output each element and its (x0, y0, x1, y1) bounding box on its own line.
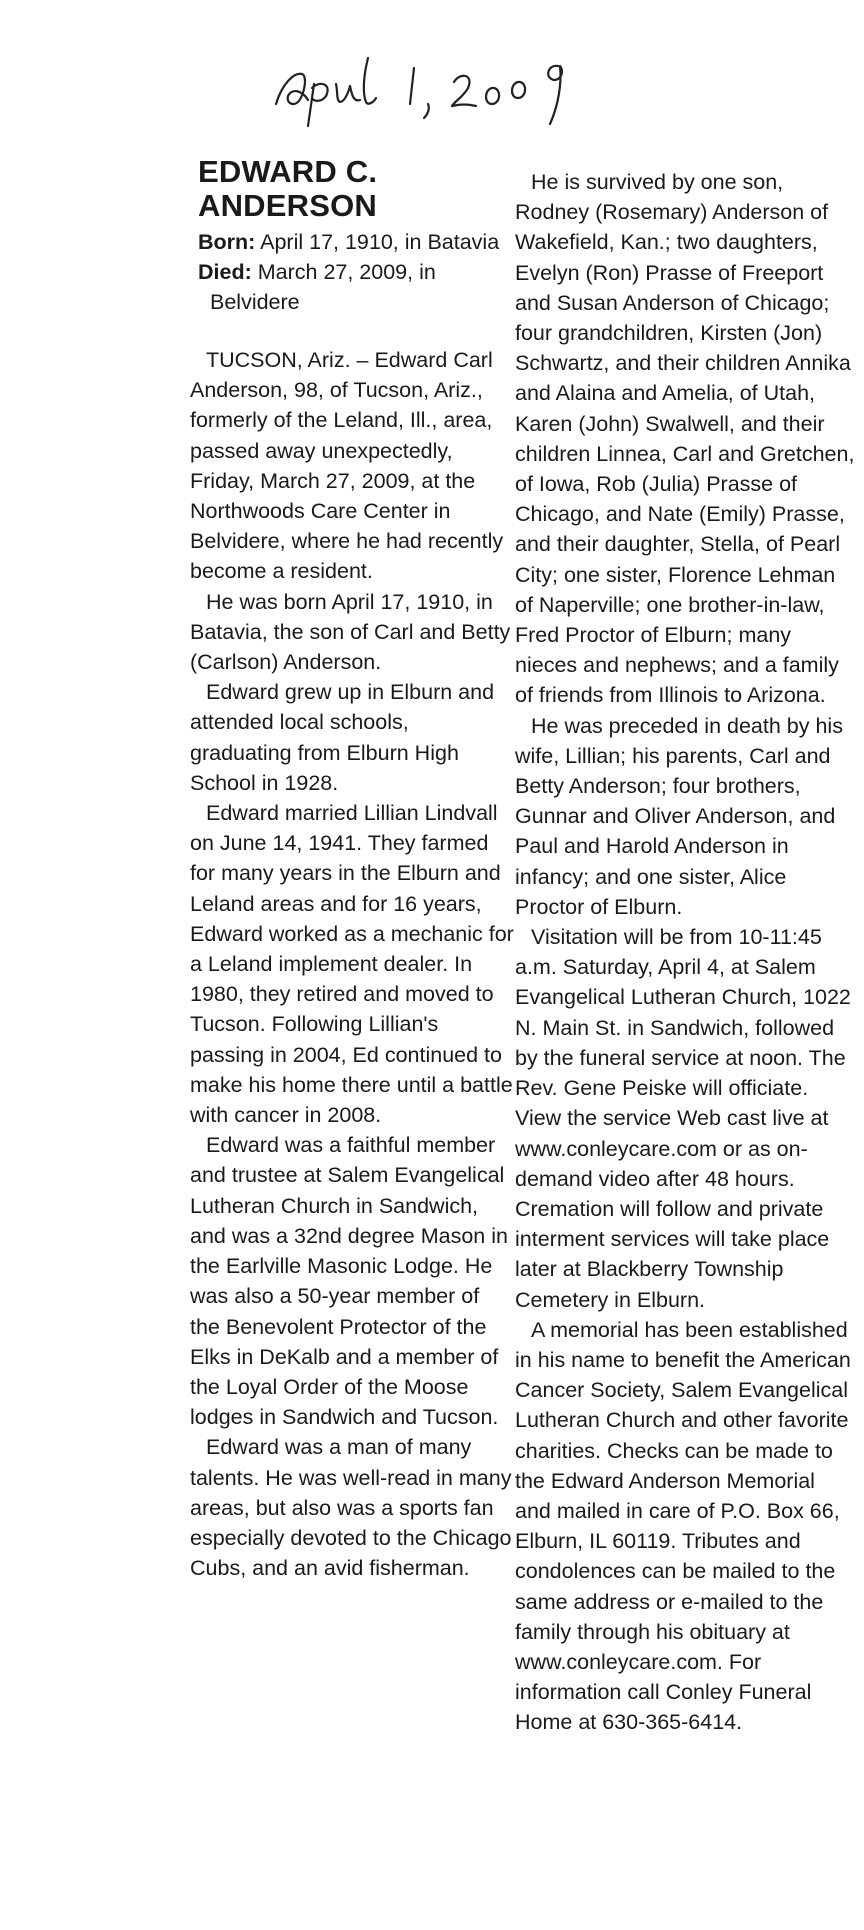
died-place: Belvidere (210, 290, 300, 314)
paragraph: Edward grew up in Elburn and attended local schools, graduating from Elburn High School in 1928. (190, 680, 495, 795)
handwritten-date-signature (268, 44, 588, 134)
paragraph: He is survived by one son, Rodney (Rosemary) Anderson of Wakefield, Kan.; two daughters, Evelyn (Ron) Prasse of Freeport and Susan Anderson of Chicago; four grandchildren, Kirsten (Jon) Schwartz, and their children Annika and Alaina and Amelia, of Utah, Karen (John) Swalwell, and their children Linnea, Carl and Gretchen, of Iowa, Rob (Julia) Prasse of Chicago, and Nate (Emily) Prasse, and their daughter, Stella, of Pearl City; one sister, Florence Lehman of Naperville; one brother-in-law, Fred Proctor of Elburn; many nieces and nephews; and a family of friends from Illinois to Arizona. (515, 170, 855, 708)
paragraph: Edward married Lillian Lindvall on June 14, 1941. They farmed for many years in the Elburn and Leland areas and for 16 years, Edward worked as a mechanic for a Leland implement dealer. In 1980, they retired and moved to Tucson. Following Lillian's passing in 2004, Ed continued to make his home there until a battle with cancer in 2008. (190, 801, 514, 1128)
paragraph: Edward was a man of many talents. He was well-read in many areas, but also was a sports fan especially devoted to the Chicago Cubs, and an avid fisherman. (190, 1435, 512, 1581)
died-line (198, 257, 515, 287)
paragraph: TUCSON, Ariz. – Edward Carl Anderson, 98, of Tucson, Ariz., formerly of the Leland, Ill., area, passed away unexpectedly, Friday, March 27, 2009, at the Northwoods Care Center in Belvidere, where he had recently become a resident. (190, 348, 504, 584)
right-column (515, 167, 855, 1738)
born-line (198, 227, 515, 257)
born-label: Born: (198, 230, 256, 254)
paragraph: He was born April 17, 1910, in Batavia, the son of Carl and Betty (Carlson) Anderson. (190, 589, 511, 675)
paragraph: He was preceded in death by his wife, Lillian; his parents, Carl and Betty Anderson; four brothers, Gunnar and Oliver Anderson, and Paul and Harold Anderson in infancy; and one sister, Alice Proctor of Elburn. (515, 713, 843, 919)
paragraph: Visitation will be from 10-11:45 a.m. Saturday, April 4, at Salem Evangelical Lutheran Church, 1022 N. Main St. in Sandwich, followed by the funeral service at noon. The Rev. Gene Peiske will officiate. View the service Web cast live at www.conleycare.com or as on-demand video after 48 hours. Cremation will follow and private interment services will take place later at Blackberry Township Cemetery in Elburn. (515, 925, 851, 1312)
deceased-name-line2: ANDERSON (198, 188, 378, 223)
born-value: April 17, 1910, in Batavia (260, 230, 500, 254)
died-value: March 27, 2009, in (257, 260, 436, 284)
deceased-name-line1: EDWARD C. (198, 154, 378, 189)
paragraph: A memorial has been established in his name to benefit the American Cancer Society, Salem Evangelical Lutheran Church and other favorite charities. Checks can be made to the Edward Anderson Memorial and mailed in care of P.O. Box 66, Elburn, IL 60119. Tributes and condolences can be mailed to the same address or e-mailed to the family through his obituary at www.conleycare.com. For information call Conley Funeral Home at 630-365-6414. (515, 1317, 851, 1735)
died-label: Died: (198, 260, 252, 284)
handwritten-date (268, 44, 588, 134)
left-column (190, 155, 515, 1583)
paragraph: Edward was a faithful member and trustee at Salem Evangelical Lutheran Church in Sandwich, and was a 32nd degree Mason in the Earlville Masonic Lodge. He was also a 50-year member of the Benevolent Protector of the Elks in DeKalb and a member of the Loyal Order of the Moose lodges in Sandwich and Tucson. (190, 1133, 508, 1430)
